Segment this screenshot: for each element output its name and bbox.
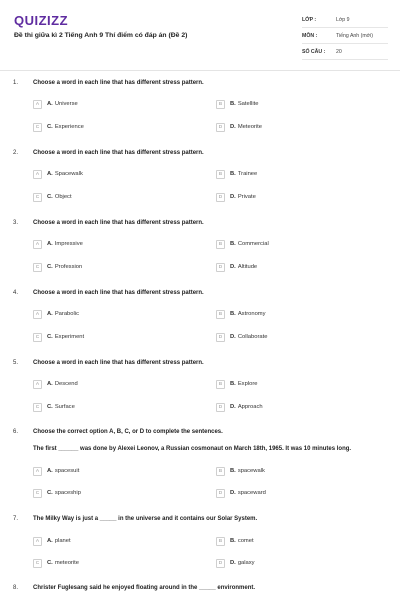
option-prefix: D. <box>230 490 236 496</box>
option-letter-box: B <box>216 310 225 319</box>
option-prefix: A. <box>47 538 53 544</box>
option-text: Profession <box>54 264 83 270</box>
option-text: Commercial <box>237 241 269 247</box>
option-text: meteorite <box>54 560 79 566</box>
option-prefix: D. <box>230 124 236 130</box>
option-prefix: C. <box>47 490 53 496</box>
option-b[interactable] <box>216 309 266 319</box>
option-prefix: B. <box>230 381 236 387</box>
option-prefix: C. <box>47 404 53 410</box>
option-d[interactable] <box>216 192 256 202</box>
worksheet-header <box>0 0 400 71</box>
option-text: Approach <box>237 404 263 410</box>
option-letter-box: D <box>216 489 225 498</box>
option-prefix: D. <box>230 404 236 410</box>
option-text: Astronomy <box>237 311 266 317</box>
option-prefix: D. <box>230 264 236 270</box>
option-text: galaxy <box>237 560 255 566</box>
option-prefix: A. <box>47 101 53 107</box>
option-b[interactable] <box>216 99 258 109</box>
meta-value: 20 <box>336 48 342 55</box>
option-letter-box: D <box>216 263 225 272</box>
option-text: spaceship <box>54 490 81 496</box>
option-text: Impressive <box>54 241 83 247</box>
option-letter-box: A <box>33 170 42 179</box>
question-sentence: The first ______ was done by Alexei Leonov, a Russian cosmonaut on March 18th, 1965. It was 10 minutes long. <box>33 446 352 452</box>
option-letter-box: C <box>33 333 42 342</box>
option-prefix: D. <box>230 560 236 566</box>
option-text: Satellite <box>237 101 259 107</box>
meta-value: Lớp 9 <box>336 16 350 23</box>
option-prefix: B. <box>230 311 236 317</box>
question-text: Choose the correct option A, B, C, or D to complete the sentences. <box>33 429 223 435</box>
option-text: Universe <box>54 101 78 107</box>
option-text: Parabolic <box>54 311 79 317</box>
option-text: spacesuit <box>54 468 80 474</box>
option-prefix: A. <box>47 241 53 247</box>
option-prefix: B. <box>230 538 236 544</box>
option-text: Altitude <box>237 264 258 270</box>
quizizz-logo: QUIZIZZ <box>14 13 69 28</box>
question-text: Christer Fuglesang said he enjoyed floating around in the _____ environment. <box>33 585 256 591</box>
question-number: 6. <box>13 429 19 435</box>
meta-value: Tiếng Anh (mới) <box>336 32 373 39</box>
question-text: Choose a word in each line that has different stress pattern. <box>33 220 204 226</box>
option-letter-box: A <box>33 310 42 319</box>
option-c[interactable] <box>33 488 81 498</box>
worksheet-title: Đề thi giữa kì 2 Tiếng Anh 9 Thí điểm có đáp án (Đề 2) <box>14 32 188 39</box>
option-a[interactable] <box>33 99 78 109</box>
option-a[interactable] <box>33 466 79 476</box>
option-letter-box: D <box>216 333 225 342</box>
meta-label: LỚP : <box>302 16 317 23</box>
option-letter-box: B <box>216 467 225 476</box>
option-prefix: C. <box>47 334 53 340</box>
option-letter-box: C <box>33 559 42 568</box>
question-number: 7. <box>13 516 19 522</box>
option-prefix: C. <box>47 560 53 566</box>
option-prefix: C. <box>47 194 53 200</box>
option-letter-box: C <box>33 193 42 202</box>
option-c[interactable] <box>33 558 79 568</box>
option-text: Surface <box>54 404 75 410</box>
question-text: Choose a word in each line that has different stress pattern. <box>33 290 204 296</box>
option-text: Collaborate <box>237 334 268 340</box>
option-a[interactable] <box>33 536 71 546</box>
option-d[interactable] <box>216 558 255 568</box>
option-letter-box: A <box>33 467 42 476</box>
option-text: Trainee <box>237 171 258 177</box>
option-letter-box: A <box>33 380 42 389</box>
option-prefix: C. <box>47 264 53 270</box>
option-text: Descend <box>54 381 78 387</box>
option-c[interactable] <box>33 122 84 132</box>
option-letter-box: B <box>216 380 225 389</box>
option-b[interactable] <box>216 169 257 179</box>
option-letter-box: D <box>216 559 225 568</box>
option-letter-box: B <box>216 100 225 109</box>
option-letter-box: A <box>33 240 42 249</box>
option-d[interactable] <box>216 402 263 412</box>
option-a[interactable] <box>33 309 79 319</box>
option-letter-box: B <box>216 537 225 546</box>
option-text: spaceward <box>237 490 266 496</box>
option-d[interactable] <box>216 488 266 498</box>
option-b[interactable] <box>216 536 254 546</box>
option-text: Explore <box>237 381 258 387</box>
question-number: 3. <box>13 220 19 226</box>
option-letter-box: C <box>33 489 42 498</box>
option-letter-box: B <box>216 170 225 179</box>
option-letter-box: C <box>33 403 42 412</box>
option-prefix: B. <box>230 468 236 474</box>
option-letter-box: A <box>33 100 42 109</box>
option-text: planet <box>54 538 71 544</box>
option-prefix: A. <box>47 171 53 177</box>
option-prefix: B. <box>230 101 236 107</box>
option-b[interactable] <box>216 466 265 476</box>
question-number: 1. <box>13 80 19 86</box>
option-letter-box: B <box>216 240 225 249</box>
option-letter-box: C <box>33 263 42 272</box>
option-prefix: B. <box>230 241 236 247</box>
option-a[interactable] <box>33 379 78 389</box>
option-letter-box: D <box>216 403 225 412</box>
question-number: 4. <box>13 290 19 296</box>
option-prefix: D. <box>230 194 236 200</box>
option-text: Meteorite <box>237 124 262 130</box>
option-text: Spacewalk <box>54 171 83 177</box>
option-d[interactable] <box>216 332 267 342</box>
option-b[interactable] <box>216 379 257 389</box>
question-text: The Milky Way is just a _____ in the universe and it contains our Solar System. <box>33 516 258 522</box>
option-prefix: A. <box>47 468 53 474</box>
option-b[interactable] <box>216 239 269 249</box>
question-number: 5. <box>13 360 19 366</box>
option-c[interactable] <box>33 192 72 202</box>
question-text: Choose a word in each line that has different stress pattern. <box>33 150 204 156</box>
meta-row-count <box>302 44 388 60</box>
option-letter-box: D <box>216 193 225 202</box>
meta-row-class <box>302 12 388 28</box>
question-number: 2. <box>13 150 19 156</box>
meta-row-subject <box>302 28 388 44</box>
option-a[interactable] <box>33 239 83 249</box>
option-a[interactable] <box>33 169 83 179</box>
meta-label: SỐ CÂU : <box>302 48 326 55</box>
option-prefix: A. <box>47 381 53 387</box>
option-c[interactable] <box>33 402 75 412</box>
option-prefix: A. <box>47 311 53 317</box>
option-prefix: C. <box>47 124 53 130</box>
option-c[interactable] <box>33 332 84 342</box>
option-text: comet <box>237 538 254 544</box>
option-text: Private <box>237 194 256 200</box>
option-letter-box: C <box>33 123 42 132</box>
option-letter-box: D <box>216 123 225 132</box>
option-d[interactable] <box>216 122 262 132</box>
option-letter-box: A <box>33 537 42 546</box>
question-text: Choose a word in each line that has different stress pattern. <box>33 80 204 86</box>
option-d[interactable] <box>216 262 257 272</box>
option-text: Object <box>54 194 72 200</box>
question-number: 8. <box>13 585 19 591</box>
option-prefix: B. <box>230 171 236 177</box>
option-text: spacewalk <box>237 468 265 474</box>
question-text: Choose a word in each line that has different stress pattern. <box>33 360 204 366</box>
option-prefix: D. <box>230 334 236 340</box>
option-c[interactable] <box>33 262 82 272</box>
option-text: Experiment <box>54 334 85 340</box>
option-text: Experience <box>54 124 84 130</box>
worksheet-meta <box>302 12 388 60</box>
meta-label: MÔN : <box>302 32 318 39</box>
